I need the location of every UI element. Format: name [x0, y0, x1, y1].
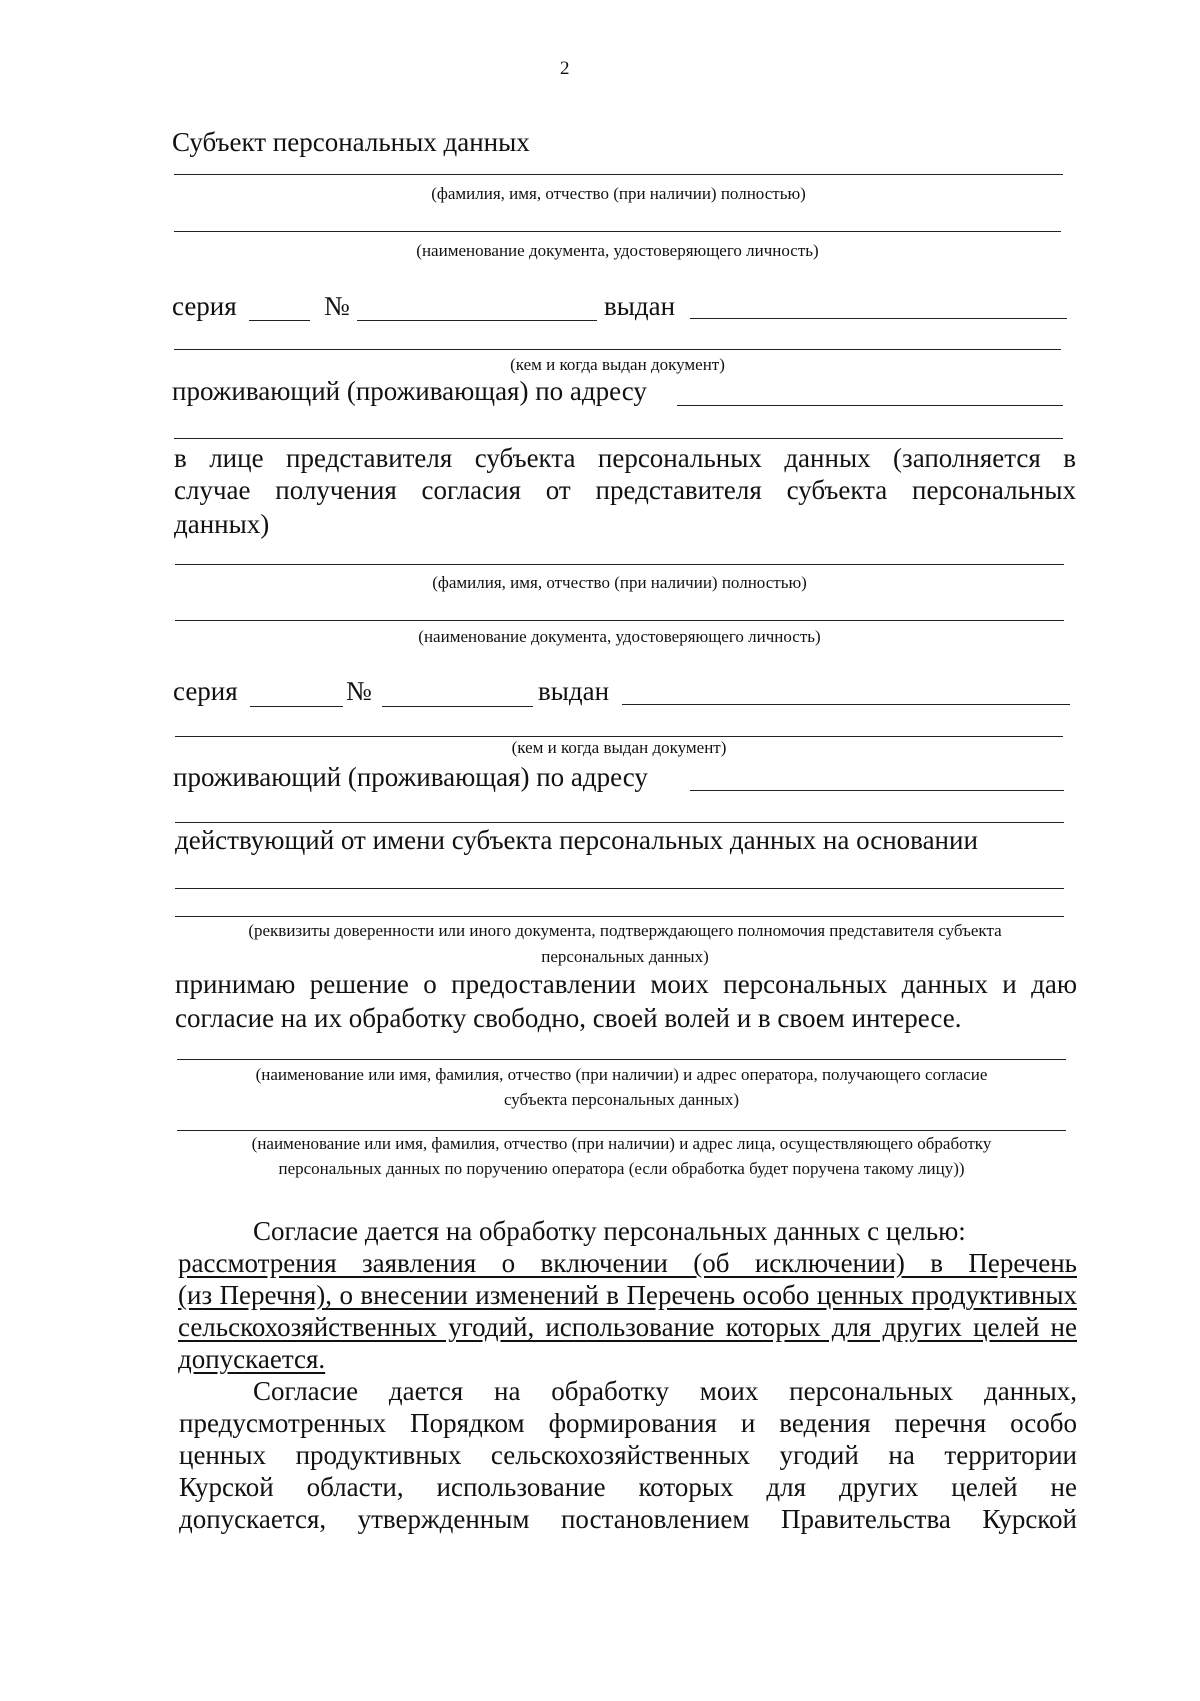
operator-line[interactable]	[177, 1059, 1066, 1060]
rep-issued-field[interactable]	[622, 704, 1070, 705]
rep-acting-label: действующий от имени субъекта персональных данных на основании	[175, 825, 978, 855]
rep-doc-caption: (наименование документа, удостоверяющего личность)	[418, 627, 821, 646]
rep-power-caption-line2: персональных данных)	[541, 947, 709, 966]
rep-power-caption-line1: (реквизиты доверенности или иного документа, подтверждающего полномочия представителя субъекта	[248, 921, 1002, 940]
rep-fio-line[interactable]	[175, 564, 1064, 565]
decision-line2: согласие на их обработку свободно, своей волей и в своем интересе.	[175, 1003, 962, 1033]
rep-series-label: серия	[173, 676, 238, 706]
subject-fio-line[interactable]	[174, 174, 1063, 175]
subject-issued-label: выдан	[604, 291, 676, 321]
subject-doc-caption: (наименование документа, удостоверяющего личность)	[416, 241, 819, 260]
scope-line5: допускается, утвержденным постановлением Правительства Курской	[179, 1504, 1077, 1534]
purpose-line3: сельскохозяйственных угодий, использование которых для других целей не	[178, 1312, 1077, 1342]
scope-line2: предусмотренных Порядком формирования и ведения перечня особо	[179, 1408, 1077, 1438]
subject-series-field[interactable]	[249, 320, 310, 321]
operator-caption-line1: (наименование или имя, фамилия, отчество (при наличии) и адрес оператора, получающего согласие	[255, 1065, 988, 1084]
subject-issued-line2[interactable]	[174, 349, 1061, 350]
processor-caption-line1: (наименование или имя, фамилия, отчество (при наличии) и адрес лица, осуществляющего обработку	[251, 1134, 992, 1153]
subject-fio-caption: (фамилия, имя, отчество (при наличии) полностью)	[431, 184, 806, 203]
purpose-line1: рассмотрения заявления о включении (об исключении) в Перечень	[178, 1248, 1077, 1278]
subject-issued-field[interactable]	[690, 318, 1067, 319]
subject-number-field[interactable]	[357, 320, 597, 321]
rep-address-label: проживающий (проживающая) по адресу	[173, 762, 648, 792]
decision-line1: принимаю решение о предоставлении моих персональных данных и даю	[175, 969, 1077, 999]
rep-basis-line1[interactable]	[175, 888, 1064, 889]
scope-line4: Курской области, использование которых для других целей не	[179, 1472, 1077, 1502]
subject-series-label: серия	[172, 291, 237, 321]
rep-intro-line2: случае получения согласия от представителя субъекта персональных	[174, 475, 1076, 505]
rep-intro-line3: данных)	[174, 509, 270, 539]
subject-address-field[interactable]	[677, 405, 1063, 406]
operator-caption-line2: субъекта персональных данных)	[503, 1090, 740, 1109]
scope-line3: ценных продуктивных сельскохозяйственных угодий на территории	[179, 1440, 1077, 1470]
rep-address-line2[interactable]	[175, 822, 1064, 823]
rep-fio-caption: (фамилия, имя, отчество (при наличии) полностью)	[432, 573, 807, 592]
subject-address-line2[interactable]	[174, 438, 1063, 439]
rep-doc-line[interactable]	[175, 620, 1064, 621]
rep-address-field[interactable]	[690, 790, 1064, 791]
processor-caption-line2: персональных данных по поручению оператора (если обработка будет поручена такому лицу))	[278, 1159, 965, 1178]
rep-issued-label: выдан	[538, 676, 610, 706]
rep-intro-line1: в лице представителя субъекта персональных данных (заполняется в	[174, 443, 1076, 473]
page-number: 2	[560, 58, 570, 79]
processor-line[interactable]	[177, 1130, 1066, 1131]
purpose-line2: (из Перечня), о внесении изменений в Перечень особо ценных продуктивных	[178, 1280, 1077, 1310]
rep-basis-line2[interactable]	[175, 916, 1064, 917]
rep-issued-caption: (кем и когда выдан документ)	[511, 738, 727, 757]
subject-address-label: проживающий (проживающая) по адресу	[172, 376, 647, 406]
subject-heading: Субъект персональных данных	[172, 127, 530, 157]
subject-issued-caption: (кем и когда выдан документ)	[510, 355, 725, 374]
rep-number-label: №	[346, 676, 372, 706]
purpose-line4: допускается.	[178, 1344, 326, 1374]
rep-series-field[interactable]	[250, 706, 343, 707]
subject-doc-line[interactable]	[174, 231, 1061, 232]
subject-number-label: №	[324, 291, 350, 321]
scope-line1: Согласие дается на обработку моих персональных данных,	[253, 1376, 1077, 1406]
rep-number-field[interactable]	[382, 706, 533, 707]
purpose-intro: Согласие дается на обработку персональных данных с целью:	[253, 1216, 966, 1246]
